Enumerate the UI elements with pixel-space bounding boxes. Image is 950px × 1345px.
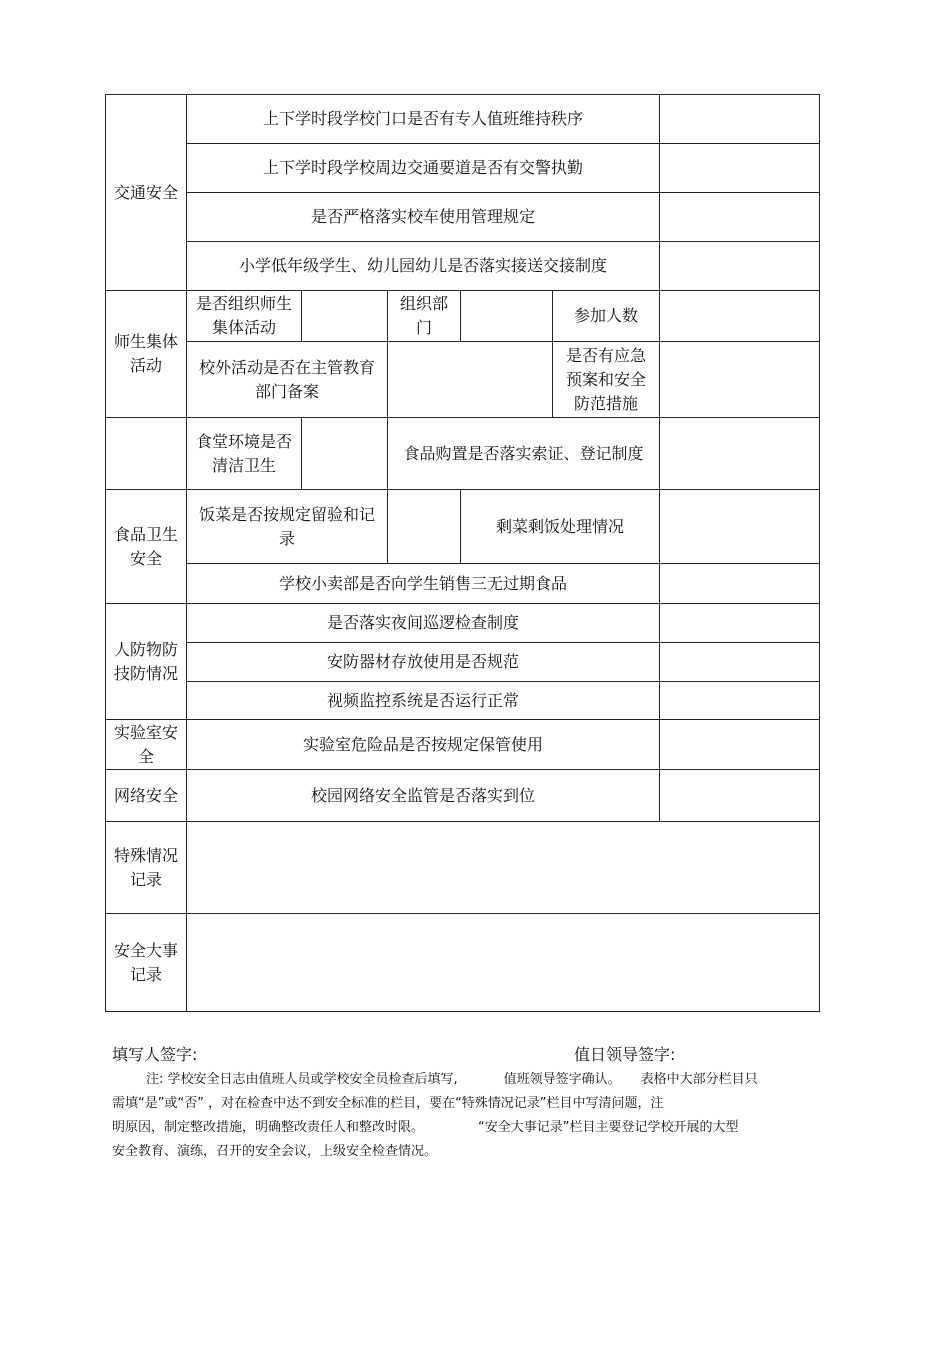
table-row [106, 822, 820, 914]
defense-item-3: 视频监控系统是否运行正常 [187, 682, 660, 720]
note-text: “安全大事记录”栏目主要登记学校开展的大型 [478, 1120, 739, 1135]
table-row [106, 144, 820, 193]
table-row [106, 95, 820, 144]
table-row [106, 643, 820, 682]
label-canteen: 食堂环境是否清洁卫生 [187, 418, 302, 490]
category-food: 食品卫生安全 [106, 490, 187, 604]
answer-cell[interactable] [461, 291, 553, 342]
answer-cell[interactable] [302, 291, 388, 342]
table-row [106, 914, 820, 1012]
answer-cell[interactable] [660, 770, 820, 822]
answer-cell[interactable] [388, 342, 553, 418]
table-row [106, 342, 820, 418]
note-line: 安全教育、演练，召开的安全会议，上级安全检查情况。 [112, 1144, 438, 1159]
label-organized: 是否组织师生集体活动 [187, 291, 302, 342]
label-purchase: 食品购置是否落实索证、登记制度 [388, 418, 660, 490]
category-blank [106, 418, 187, 490]
note-line [112, 1068, 852, 1092]
category-traffic: 交通安全 [106, 95, 187, 291]
note-text: 值班领导签字确认。 [503, 1072, 621, 1087]
safety-log-table [105, 94, 820, 1012]
defense-item-2: 安防器材存放使用是否规范 [187, 643, 660, 682]
special-record-field[interactable] [187, 822, 820, 914]
answer-cell[interactable] [660, 193, 820, 242]
category-activity: 师生集体活动 [106, 291, 187, 418]
leader-signature-label: 值日领导签字: [574, 1045, 676, 1064]
answer-cell[interactable] [660, 291, 820, 342]
table-row [106, 682, 820, 720]
defense-item-1: 是否落实夜间巡逻检查制度 [187, 604, 660, 643]
answer-cell[interactable] [660, 720, 820, 770]
signature-row [112, 1042, 872, 1064]
major-record-field[interactable] [187, 914, 820, 1012]
answer-cell[interactable] [660, 418, 820, 490]
label-samples: 饭菜是否按规定留验和记录 [187, 490, 388, 564]
table-row [106, 604, 820, 643]
label-filed: 校外活动是否在主管教育部门备案 [187, 342, 388, 418]
table-row [106, 193, 820, 242]
table-row [106, 490, 820, 564]
answer-cell[interactable] [302, 418, 388, 490]
lab-item: 实验室危险品是否按规定保管使用 [187, 720, 660, 770]
category-defense: 人防物防技防情况 [106, 604, 187, 720]
note-block [112, 1068, 852, 1164]
answer-cell[interactable] [660, 242, 820, 291]
category-special: 特殊情况记录 [106, 822, 187, 914]
note-line: 需填“是”或“否” ，对在检查中达不到安全标准的栏目，要在“特殊情况记录”栏目中写清问题，注 [112, 1096, 664, 1111]
category-major: 安全大事记录 [106, 914, 187, 1012]
label-shop: 学校小卖部是否向学生销售三无过期食品 [187, 564, 660, 604]
note-line [112, 1116, 852, 1140]
answer-cell[interactable] [660, 144, 820, 193]
table-row [106, 720, 820, 770]
answer-cell[interactable] [660, 490, 820, 564]
table-row [106, 418, 820, 490]
label-emergency: 是否有应急预案和安全防范措施 [553, 342, 660, 418]
answer-cell[interactable] [660, 342, 820, 418]
traffic-item-2: 上下学时段学校周边交通要道是否有交警执勤 [187, 144, 660, 193]
network-item: 校园网络安全监管是否落实到位 [187, 770, 660, 822]
answer-cell[interactable] [660, 564, 820, 604]
category-lab: 实验室安全 [106, 720, 187, 770]
note-text: 注: 学校安全日志由值班人员或学校安全员检查后填写, [146, 1072, 458, 1087]
label-org-dept: 组织部门 [388, 291, 461, 342]
table-row [106, 291, 820, 342]
answer-cell[interactable] [660, 643, 820, 682]
note-text: 明原因，制定整改措施，明确整改责任人和整改时限。 [112, 1120, 425, 1135]
table-row [106, 564, 820, 604]
category-network: 网络安全 [106, 770, 187, 822]
answer-cell[interactable] [660, 95, 820, 144]
filler-signature-label: 填写人签字: [112, 1045, 198, 1064]
answer-cell[interactable] [388, 490, 461, 564]
traffic-item-1: 上下学时段学校门口是否有专人值班维持秩序 [187, 95, 660, 144]
table-row [106, 242, 820, 291]
note-text: 表格中大部分栏目只 [640, 1072, 758, 1087]
label-leftovers: 剩菜剩饭处理情况 [461, 490, 660, 564]
traffic-item-3: 是否严格落实校车使用管理规定 [187, 193, 660, 242]
answer-cell[interactable] [660, 604, 820, 643]
label-participants: 参加人数 [553, 291, 660, 342]
traffic-item-4: 小学低年级学生、幼儿园幼儿是否落实接送交接制度 [187, 242, 660, 291]
table-row [106, 770, 820, 822]
answer-cell[interactable] [660, 682, 820, 720]
